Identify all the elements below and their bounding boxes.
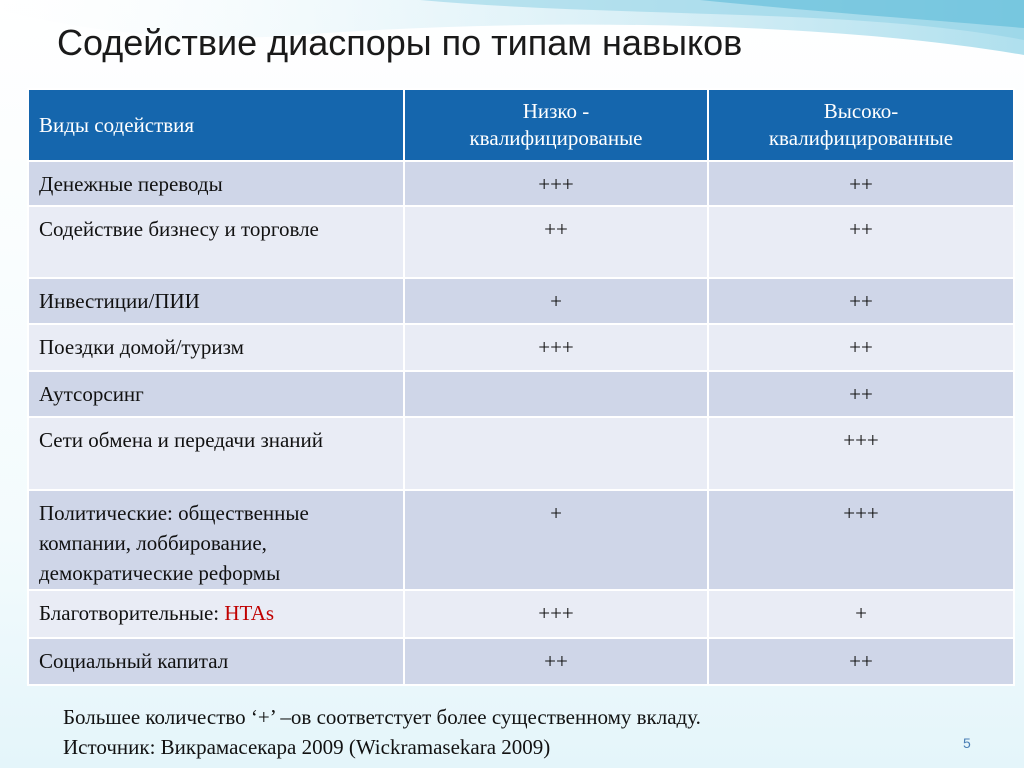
table-row	[28, 206, 1014, 278]
row-label: Инвестиции/ПИИ	[28, 278, 404, 324]
row-high-value: +++	[708, 490, 1014, 590]
page-number: 5	[963, 735, 971, 751]
row-label-accent: HTAs	[224, 601, 275, 625]
row-label: Содействие бизнесу и торговле	[28, 206, 404, 278]
table-row	[28, 490, 1014, 590]
table-row	[28, 278, 1014, 324]
row-label: Денежные переводы	[28, 161, 404, 206]
row-high-value: ++	[708, 161, 1014, 206]
row-label: Сети обмена и передачи знаний	[28, 417, 404, 490]
table-row	[28, 324, 1014, 371]
table-row	[28, 161, 1014, 206]
table-row	[28, 417, 1014, 490]
row-high-value: ++	[708, 638, 1014, 685]
table-row	[28, 638, 1014, 685]
skills-table	[27, 88, 1015, 686]
header-low-line2: квалифицированые	[469, 126, 643, 150]
row-high-value: ++	[708, 206, 1014, 278]
row-low-value: +	[404, 278, 708, 324]
row-low-value: +++	[404, 161, 708, 206]
row-high-value: +++	[708, 417, 1014, 490]
row-label	[28, 590, 404, 638]
footnote	[63, 702, 701, 762]
footnote-source: Источник: Викрамасекара 2009 (Wickramasekara 2009)	[63, 735, 551, 759]
header-low-skilled	[404, 89, 708, 161]
row-label-text: Благотворительные:	[39, 601, 220, 625]
header-high-skilled	[708, 89, 1014, 161]
header-types: Виды содействия	[28, 89, 404, 161]
table-row	[28, 590, 1014, 638]
page-title: Содействие диаспоры по типам навыков	[57, 22, 743, 63]
table-header-row	[28, 89, 1014, 161]
table-row	[28, 371, 1014, 417]
row-low-value	[404, 371, 708, 417]
row-label: Аутсорсинг	[28, 371, 404, 417]
row-low-value: ++	[404, 638, 708, 685]
row-label: Социальный капитал	[28, 638, 404, 685]
row-high-value: ++	[708, 371, 1014, 417]
row-label: Политические: общественные компании, лоббирование, демократические реформы	[28, 490, 404, 590]
header-low-line1: Низко -	[522, 99, 590, 123]
row-high-value: ++	[708, 324, 1014, 371]
row-low-value: +++	[404, 590, 708, 638]
header-high-line2: квалифицированные	[768, 126, 954, 150]
row-low-value: ++	[404, 206, 708, 278]
row-low-value: +	[404, 490, 708, 590]
row-low-value: +++	[404, 324, 708, 371]
row-high-value: +	[708, 590, 1014, 638]
row-label: Поездки домой/туризм	[28, 324, 404, 371]
footnote-line1: Большее количество ‘+’ –ов соответстует более существенному вкладу.	[63, 705, 701, 729]
header-high-line1: Высоко-	[823, 99, 899, 123]
row-low-value	[404, 417, 708, 490]
row-high-value: ++	[708, 278, 1014, 324]
